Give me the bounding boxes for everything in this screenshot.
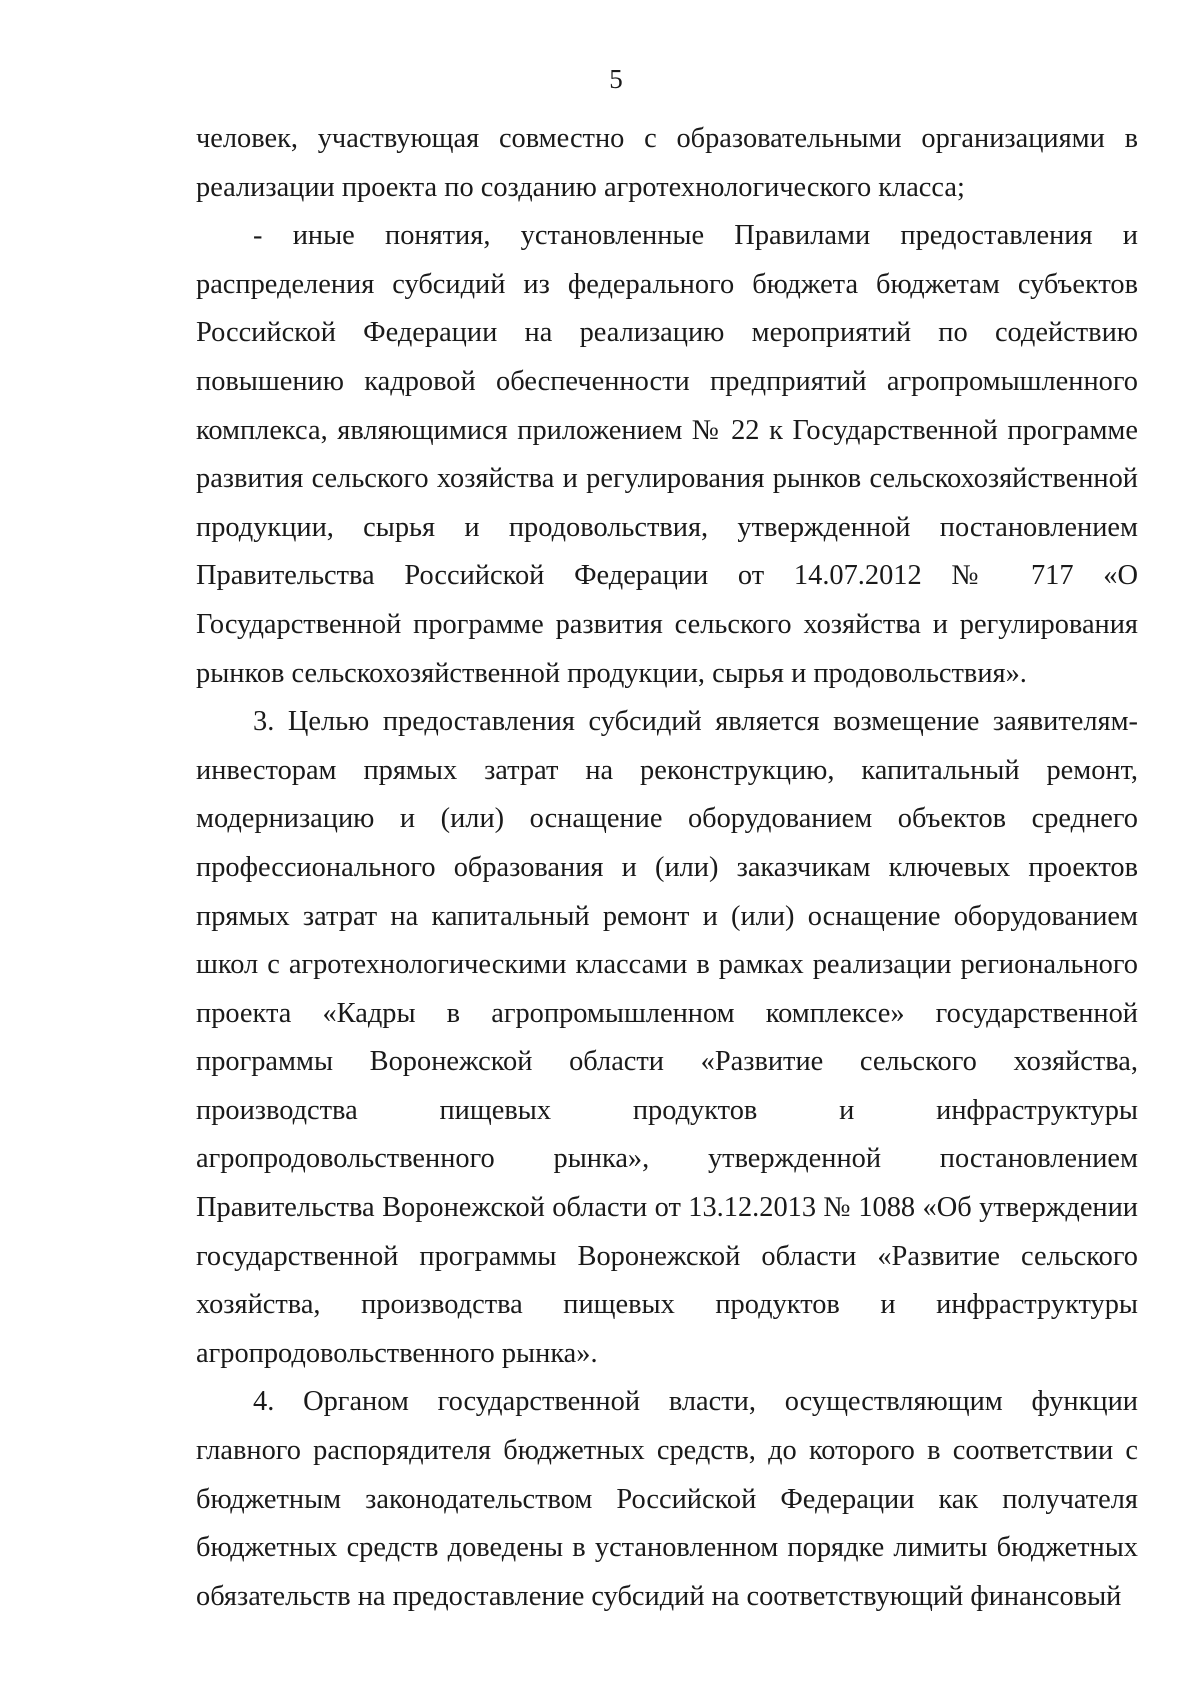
paragraph-other-terms: - иные понятия, установленные Правилами предоставления и распределения субсидий из федерального бюджета бюджетам субъектов Российской Федерации на реализацию мероприятий по содействию повышению кадровой обеспеченности предприятий агропромышленного комплекса, являющимися приложением № 22 к Государственной программе развития сельского хозяйства и регулирования рынков сельскохозяйственной продукции, сырья и продовольствия, утвержденной постановлением Правительства Российской Федерации от 14.07.2012 № 717 «О Государственной программе развития сельского хозяйства и регулирования рынков сельскохозяйственной продукции, сырья и продовольствия». <box>196 220 1138 689</box>
document-body <box>196 115 1138 1621</box>
paragraph-3-purpose: 3. Целью предоставления субсидий является возмещение заявителям-инвесторам прямых затрат на реконструкцию, капитальный ремонт, модернизацию и (или) оснащение оборудованием объектов среднего профессионального образования и (или) заказчикам ключевых проектов прямых затрат на капитальный ремонт и (или) оснащение оборудованием школ с агротехнологическими классами в рамках реализации регионального проекта «Кадры в агропромышленном комплексе» государственной программы Воронежской области «Развитие сельского хозяйства, производства пищевых продуктов и инфраструктуры агропродовольственного рынка», утвержденной постановлением Правительства Воронежской области от 13.12.2013 № 1088 «Об утверждении государственной программы Воронежской области «Развитие сельского хозяйства, производства пищевых продуктов и инфраструктуры агропродовольственного рынка». <box>196 706 1138 1369</box>
paragraph-continuation: человек, участвующая совместно с образовательными организациями в реализации проекта по созданию агротехнологического класса; <box>196 123 1138 203</box>
paragraph-4-authority: 4. Органом государственной власти, осуществляющим функции главного распорядителя бюджетных средств, до которого в соответствии с бюджетным законодательством Российской Федерации как получателя бюджетных средств доведены в установленном порядке лимиты бюджетных обязательств на предоставление субсидий на соответствующий финансовый <box>196 1386 1138 1612</box>
page-number: 5 <box>609 64 623 94</box>
